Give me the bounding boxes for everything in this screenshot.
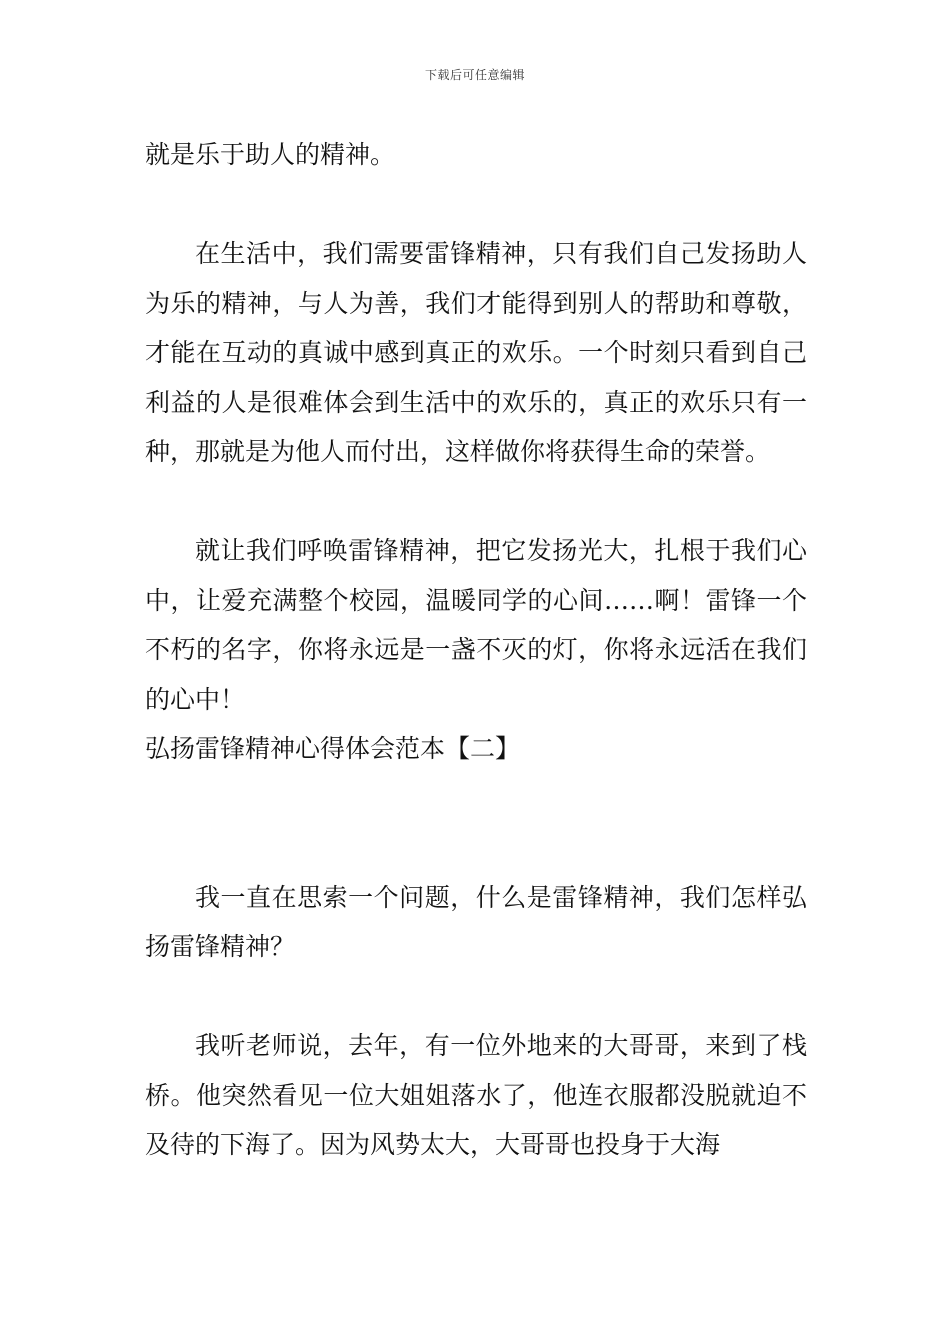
document-body: [145, 130, 807, 1170]
paragraph-1: 就是乐于助人的精神。: [145, 140, 396, 169]
header-note: 下载后可任意编辑: [424, 68, 525, 82]
paragraph-5: 我听老师说，去年，有一位外地来的大哥哥，来到了栈桥。他突然看见一位大姐姐落水了，他连衣服都没脱就迫不及待的下海了。因为风势太大，大哥哥也投身于大海: [145, 1031, 807, 1159]
paragraph-3: 就让我们呼唤雷锋精神，把它发扬光大，扎根于我们心中，让爱充满整个校园，温暖同学的心间……啊！雷锋一个不朽的名字，你将永远是一盏不灭的灯，你将永远活在我们的心中！: [145, 536, 807, 714]
section-heading: 弘扬雷锋精神心得体会范本【二】: [145, 734, 521, 763]
paragraph-2: 在生活中，我们需要雷锋精神，只有我们自己发扬助人为乐的精神，与人为善，我们才能得到别人的帮助和尊敬，才能在互动的真诚中感到真正的欢乐。一个时刻只看到自己利益的人是很难体会到生活中的欢乐的，真正的欢乐只有一种，那就是为他人而付出，这样做你将获得生命的荣誉。: [145, 239, 807, 466]
paragraph-4: 我一直在思索一个问题，什么是雷锋精神，我们怎样弘扬雷锋精神？: [145, 882, 807, 961]
